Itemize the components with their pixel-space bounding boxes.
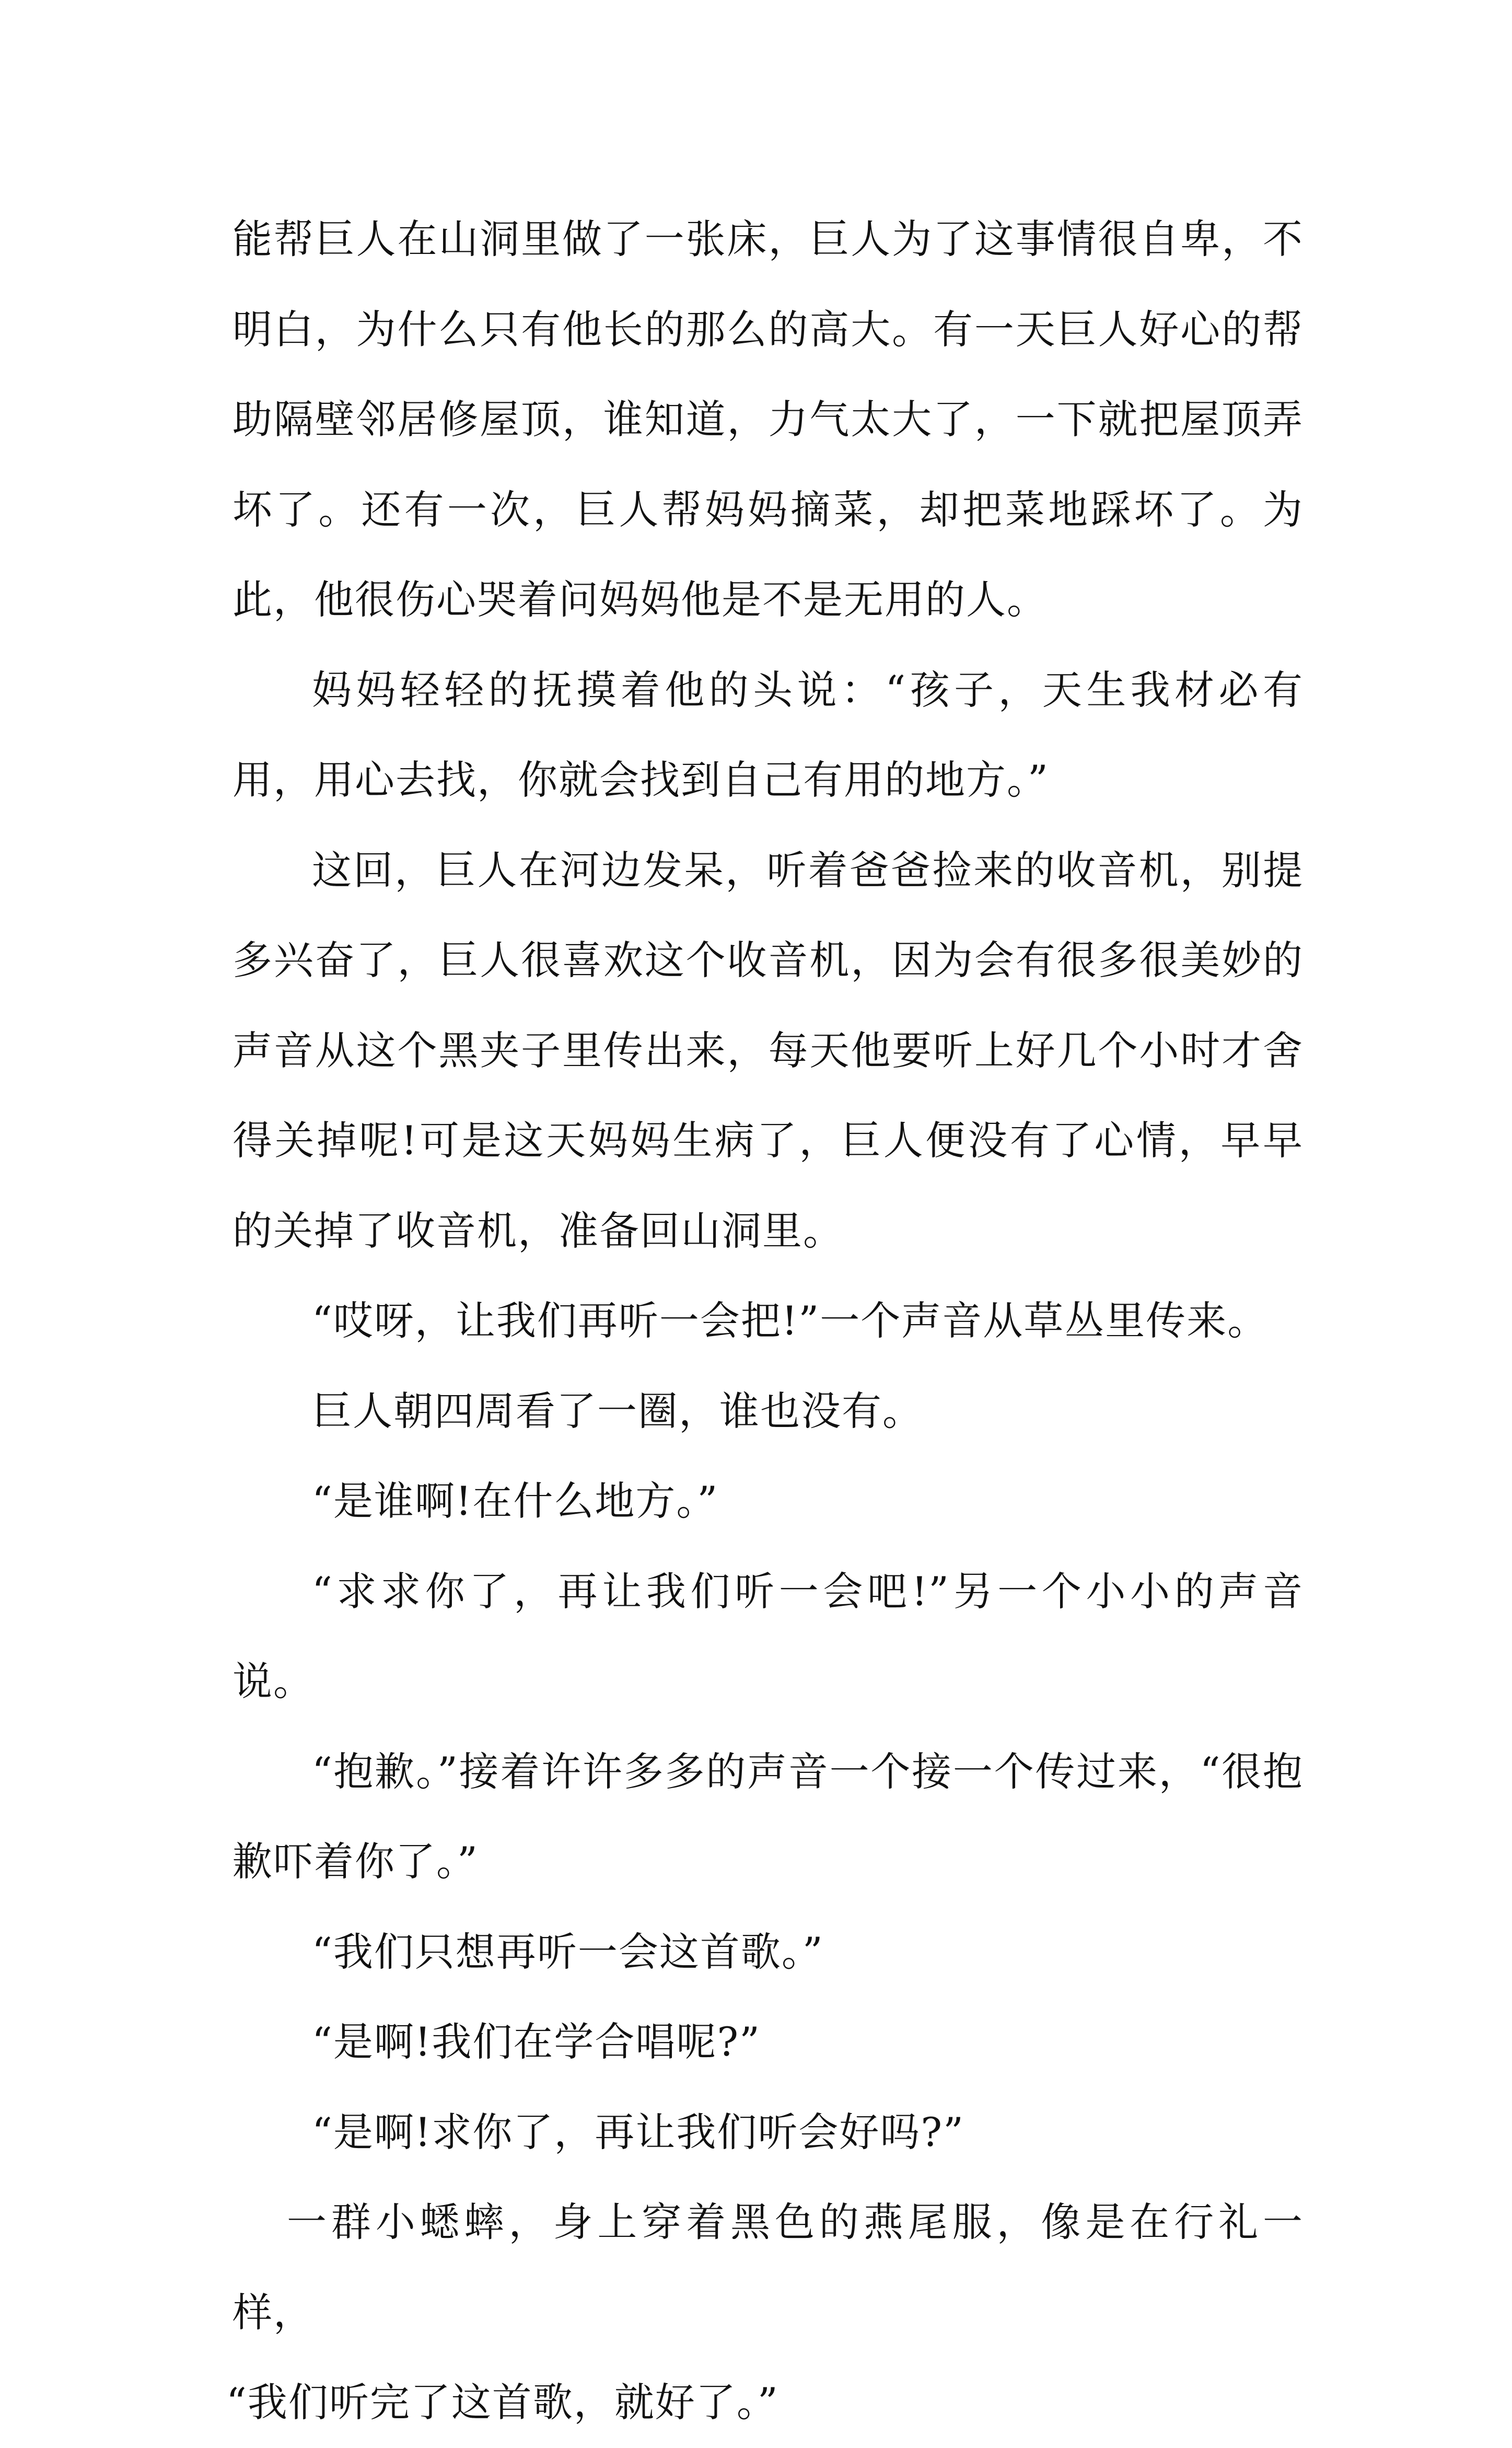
paragraph: “是啊!我们在学合唱呢?” (312, 2018, 761, 2065)
paragraph: “我们听完了这首歌，就好了。” (226, 2379, 779, 2426)
paragraph: “是啊!求你了，再让我们听会好吗?” (312, 2108, 964, 2155)
paragraph: 能帮巨人在山洞里做了一张床，巨人为了这事情很自卑，不明白，为什么只有他长的那么的高大。有一天巨人好心的帮助隔壁邻居修屋顶，谁知道，力气太大了，一下就把屋顶弄坏了。还有一次，巨人帮妈妈摘菜，却把菜地踩坏了。为此，他很伤心哭着问妈妈他是不是无用的人。 (232, 216, 1304, 623)
paragraph: 这回，巨人在河边发呆，听着爸爸捡来的收音机，别提多兴奋了，巨人很喜欢这个收音机，因为会有很多很美妙的声音从这个黑夹子里传出来，每天他要听上好几个小时才舍得关掉呢!可是这天妈妈生病了，巨人便没有了心情，早早的关掉了收音机，准备回山洞里。 (232, 846, 1304, 1254)
paragraph: 巨人朝四周看了一圈，谁也没有。 (312, 1387, 923, 1434)
paragraph: “是谁啊!在什么地方。” (312, 1478, 719, 1524)
body-text (226, 194, 1304, 2448)
paragraph: “我们只想再听一会这首歌。” (312, 1928, 824, 1975)
paragraph: 一群小蟋蟀，身上穿着黑色的燕尾服，像是在行礼一样， (232, 2199, 1304, 2336)
paragraph: “抱歉。”接着许许多多的声音一个接一个传过来，“很抱歉吓着你了。” (232, 1748, 1304, 1885)
paragraph: “哎呀，让我们再听一会把!”一个声音从草丛里传来。 (312, 1297, 1269, 1344)
paragraph: 妈妈轻轻的抚摸着他的头说：“孩子，天生我材必有用，用心去找，你就会找到自己有用的地方。” (232, 666, 1304, 803)
paragraph: “求求你了，再让我们听一会吧!”另一个小小的声音说。 (232, 1568, 1304, 1704)
